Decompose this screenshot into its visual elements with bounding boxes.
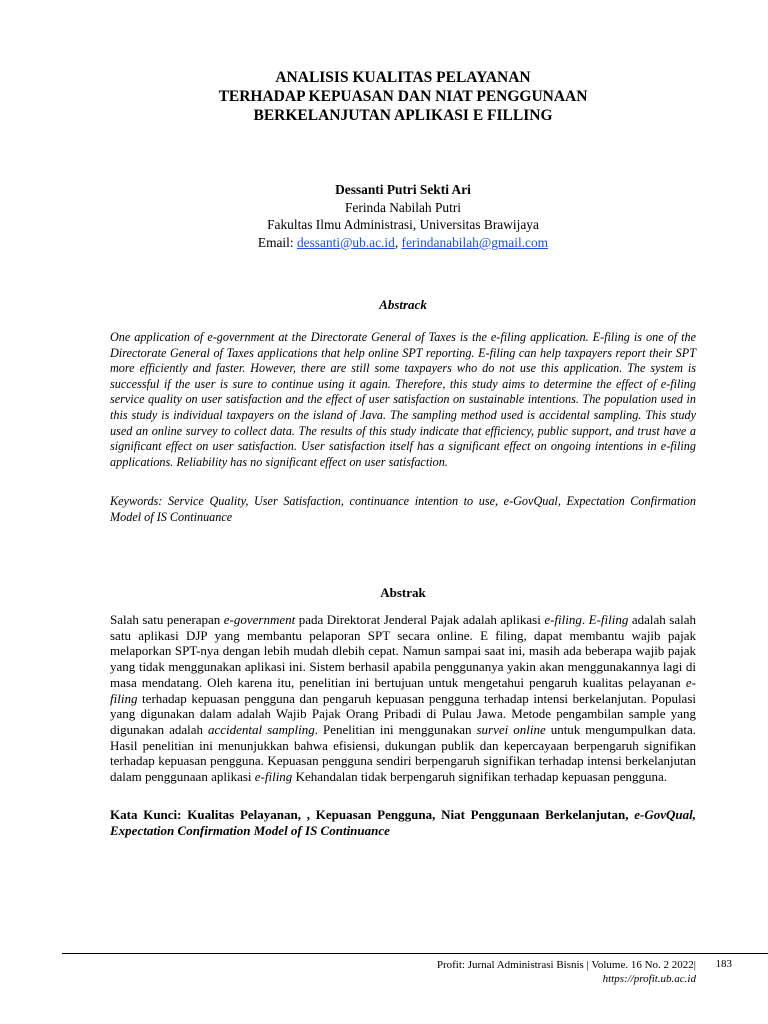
email-line [110, 234, 696, 252]
affiliation: Fakultas Ilmu Administrasi, Universitas Brawijaya [267, 217, 539, 232]
abstract-en-body: One application of e-government at the Directorate General of Taxes is the e-filing application. E-filing is one of the Directorate General of Taxes applications that help online SPT reporting. E-filing can help taxpayers report their SPT more efficiently and faster. However, there are still some taxpayers who do not use this application. The system is successful if the user is sure to continue using it again. Therefore, this study aims to determine the effect of e-filing service quality on user satisfaction and the effect of user satisfaction on sustainable intentions. The population used in this study is individual taxpayers on the island of Java. The sampling method used is accidental sampling. This study used an online survey to collect data. The results of this study indicate that efficiency, public support, and trust have a significant effect on user satisfaction. User satisfaction itself has a significant effect on ongoing intentions in e-filing applications. Reliability has no significant effect on user satisfaction. [110, 330, 696, 469]
abstract-id-text: . [581, 612, 589, 627]
email-separator: , [394, 234, 402, 250]
abstract-id-italic-term: accidental sampling [208, 721, 315, 737]
footer [437, 958, 696, 986]
author-1: Dessanti Putri Sekti Ari [335, 182, 471, 197]
abstract-id-text: Kehandalan tidak berpengaruh signifikan terhadap kepuasan pengguna. [292, 769, 668, 785]
email-link-1[interactable]: dessanti@ub.ac.id [296, 234, 395, 250]
keywords-en: Keywords: Service Quality, User Satisfaction, continuance intention to use, e-GovQual, Expectation Confirmation Model of IS Continuance [110, 494, 696, 524]
footer-url[interactable]: https://profit.ub.ac.id [602, 973, 696, 985]
keywords-id-italic: e-GovQual, Expectation Confirmation Model of IS Continuance [110, 807, 696, 838]
abstract-id-text: untuk mengumpulkan data. Hasil penelitian ini menunjukkan bahwa efisiensi, dukungan publik dan kepercayaan berpengaruh signifikan terhadap kepuasan pengguna. Kepuasan pengguna sendiri berpengaruh signifikan terhadap intensi berkelanjutan dalam penggunaan aplikasi [110, 721, 696, 785]
paper-title [110, 68, 696, 125]
abstract-id-text: adalah salah satu aplikasi DJP yang membantu pelaporan SPT secara online. E filing, dapat membantu wajib pajak melaporkan SPT-nya dengan lebih mudah dlebih cepat. Namun sampai saat ini, masih ada beberapa wajib pajak yang tidak menggunakan aplikasi ini. Sistem berhasil apabila penggunanya yakin akan menggunakannya lagi di masa mendatang. Oleh karena itu, penelitian ini bertujuan untuk mengetahui pengaruh kualitas pelayanan [110, 612, 696, 690]
footer-divider [62, 953, 768, 954]
abstract-id-text: . Penelitian ini menggunakan [314, 721, 477, 737]
abstract-id-italic-term: e-filing [110, 674, 696, 706]
email-link-2[interactable]: ferindanabilah@gmail.com [401, 234, 549, 250]
abstract-id-text: pada Direktorat Jenderal Pajak adalah aplikasi [295, 612, 545, 627]
author-block [110, 181, 696, 251]
email-label: Email: [257, 234, 297, 250]
abstract-id-italic-term: survei online [476, 721, 546, 737]
abstract-id-text: Salah satu penerapan [110, 612, 224, 627]
abstract-id-heading: Abstrak [380, 585, 426, 600]
abstract-id-italic-term: e-filing [544, 612, 582, 627]
keywords-id [110, 807, 696, 838]
footer-journal: Profit: Jurnal Administrasi Bisnis | Volume. 16 No. 2 2022| [436, 959, 696, 971]
keywords-id-bold: Kata Kunci: Kualitas Pelayanan, , Kepuasan Pengguna, Niat Penggunaan Berkelanjutan, [110, 807, 635, 822]
abstract-id-italic-term: e-filing [254, 769, 293, 785]
title-line-1: ANALISIS KUALITAS PELAYANAN [275, 69, 531, 86]
abstract-id-body [110, 612, 696, 785]
title-line-3: BERKELANJUTAN APLIKASI E FILLING [253, 107, 553, 124]
abstract-id-italic-term: e-government [223, 612, 296, 627]
title-line-2: TERHADAP KEPUASAN DAN NIAT PENGGUNAAN [218, 88, 588, 105]
abstract-en-heading: Abstrack [379, 297, 427, 312]
author-2: Ferinda Nabilah Putri [344, 199, 462, 215]
abstract-id-text: terhadap kepuasan pengguna dan pengaruh kepuasan pengguna terhadap intensi berkelanjutan. Populasi yang digunakan dalam adalah Wajib Pajak Orang Pribadi di Pulau Jawa. Metode pengambilan sample yang digunakan adalah [110, 690, 696, 737]
abstract-id-italic-term: E-filing [588, 612, 629, 627]
page-number: 183 [715, 958, 732, 970]
